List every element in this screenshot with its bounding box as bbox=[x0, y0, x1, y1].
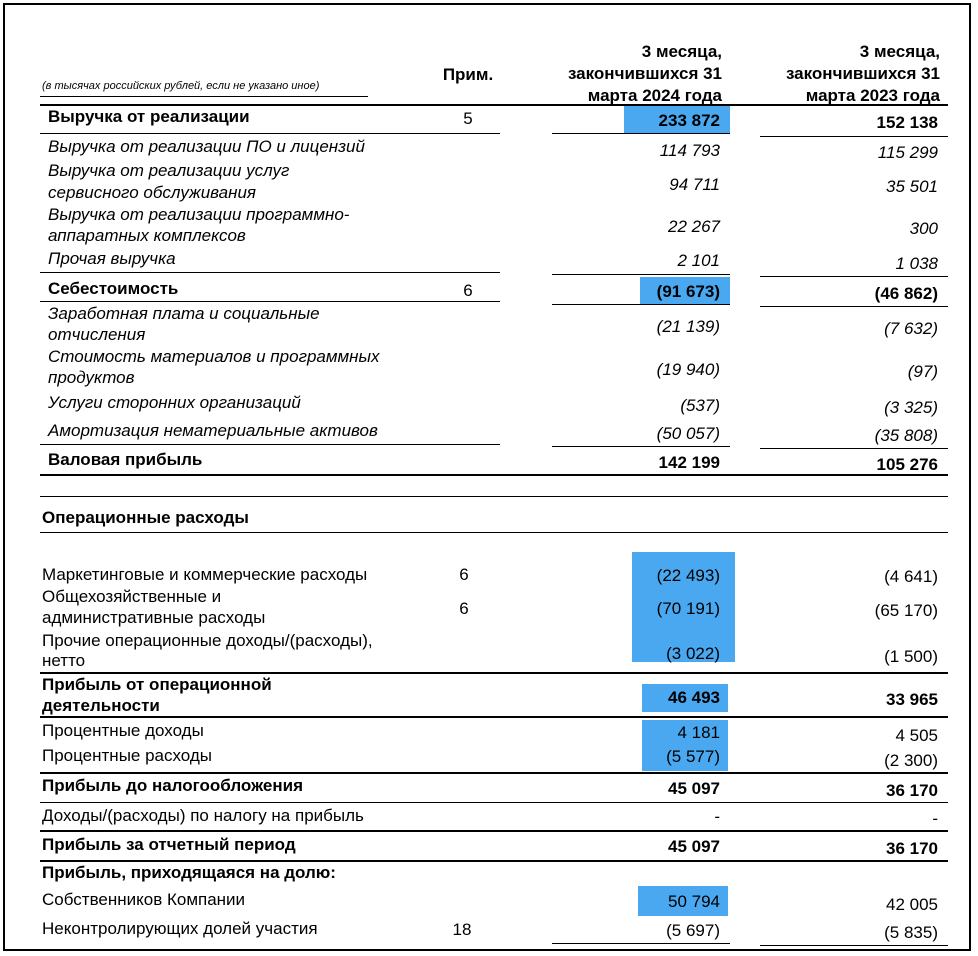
value-2023-materials: (97) bbox=[907, 362, 938, 381]
note-revenue: 5 bbox=[463, 109, 473, 128]
value-2024-pretax: 45 097 bbox=[668, 779, 720, 798]
row-label-marketing: Маркетинговые и коммерческие расходы bbox=[42, 565, 368, 584]
row-label-int-expense: Процентные расходы bbox=[42, 746, 213, 765]
rule-amortization-a bbox=[552, 446, 730, 447]
value-2024-salary: (21 139) bbox=[656, 317, 720, 336]
value-2023-int-expense: (2 300) bbox=[884, 751, 938, 770]
value-2023-cogs: (46 862) bbox=[874, 284, 938, 303]
units-caption: (в тысячах российских рублей, если не указано иное) bbox=[42, 80, 320, 92]
value-2023-rev-other: 1 038 bbox=[895, 254, 938, 273]
rule-rev-other-a bbox=[552, 274, 730, 275]
rule-rev-other-l bbox=[40, 272, 500, 273]
rule-pretax bbox=[40, 802, 948, 803]
value-2023-nci: (5 835) bbox=[884, 923, 938, 942]
value-2024-rev-hw: 22 267 bbox=[668, 217, 720, 236]
value-2024-marketing: (22 493) bbox=[656, 566, 720, 585]
rule-rev-other-b bbox=[760, 276, 948, 277]
value-2024-int-income: 4 181 bbox=[677, 723, 720, 742]
rule-nci-b bbox=[760, 945, 948, 946]
value-2023-revenue: 152 138 bbox=[876, 113, 938, 132]
rule-int-expense bbox=[40, 772, 948, 774]
row-label-pretax: Прибыль до налогообложения bbox=[42, 776, 303, 795]
row-label-salary-2: отчисления bbox=[48, 325, 146, 344]
value-2024-third-party: (537) bbox=[680, 396, 720, 415]
row-label-int-income: Процентные доходы bbox=[42, 721, 204, 740]
row-label-materials-2: продуктов bbox=[48, 368, 135, 387]
value-2024-tax: - bbox=[714, 807, 720, 826]
row-label-cogs: Себестоимость bbox=[48, 279, 179, 298]
value-2024-rev-soft: 114 793 bbox=[659, 141, 720, 160]
row-label-tax: Доходы/(расходы) по налогу на прибыль bbox=[42, 806, 364, 825]
value-2024-int-expense: (5 577) bbox=[666, 747, 720, 766]
value-2023-rev-hw: 300 bbox=[909, 219, 938, 238]
value-2024-revenue: 233 872 bbox=[658, 111, 720, 130]
row-label-materials-1: Стоимость материалов и программных bbox=[48, 347, 380, 366]
value-2023-salary: (7 632) bbox=[884, 319, 938, 338]
row-label-owners: Собственников Компании bbox=[42, 890, 246, 909]
value-2024-gross: 142 199 bbox=[658, 453, 720, 472]
value-2024-owners: 50 794 bbox=[668, 892, 720, 911]
value-2023-rev-soft: 115 299 bbox=[877, 143, 938, 162]
row-label-rev-service-1: Выручка от реализации услуг bbox=[48, 161, 290, 180]
value-2023-pretax: 36 170 bbox=[886, 781, 938, 800]
rule-opex-title bbox=[40, 532, 948, 533]
note-marketing: 6 bbox=[459, 565, 469, 584]
row-label-gross: Валовая прибыль bbox=[48, 450, 203, 469]
note-nci: 18 bbox=[452, 920, 472, 939]
row-label-revenue: Выручка от реализации bbox=[48, 107, 250, 126]
rule-cogs-b bbox=[760, 306, 948, 307]
value-2023-gross: 105 276 bbox=[876, 455, 938, 474]
value-2024-materials: (19 940) bbox=[656, 360, 720, 379]
row-label-salary-1: Заработная плата и социальные bbox=[48, 304, 320, 323]
row-label-attrib: Прибыль, приходящаяся на долю: bbox=[42, 863, 336, 882]
value-2024-op-profit: 46 493 bbox=[668, 688, 720, 707]
row-label-rev-hw-1: Выручка от реализации программно- bbox=[48, 205, 350, 224]
row-label-amortization: Амортизация нематериальные активов bbox=[48, 421, 378, 440]
rule-cogs-l bbox=[40, 301, 500, 302]
row-label-third-party: Услуги сторонних организаций bbox=[48, 393, 301, 412]
rule-revenue-l bbox=[40, 133, 500, 134]
rule-amortization-l bbox=[40, 444, 500, 445]
rule-nci-a bbox=[552, 943, 730, 944]
column-header-2024: 3 месяца, закончившихся 31 марта 2024 года bbox=[567, 42, 722, 105]
note-admin: 6 bbox=[459, 599, 469, 618]
value-2023-net: 36 170 bbox=[886, 839, 938, 858]
rule-revenue-a bbox=[552, 133, 730, 134]
value-2024-cogs: (91 673) bbox=[656, 282, 720, 301]
row-label-rev-other: Прочая выручка bbox=[48, 249, 176, 268]
row-label-admin-2: административные расходы bbox=[42, 608, 266, 627]
value-2024-admin: (70 191) bbox=[656, 599, 720, 618]
row-label-admin-1: Общехозяйственные и bbox=[42, 587, 222, 606]
value-2023-admin: (65 170) bbox=[874, 601, 938, 620]
row-label-op-profit-2: деятельности bbox=[42, 696, 160, 715]
row-label-opex-title: Операционные расходы bbox=[42, 508, 249, 527]
value-2023-tax: - bbox=[932, 809, 938, 828]
value-2023-third-party: (3 325) bbox=[884, 398, 938, 417]
value-2024-rev-other: 2 101 bbox=[677, 251, 720, 270]
row-label-other-op-1: Прочие операционные доходы/(расходы), bbox=[42, 631, 373, 650]
value-2023-int-income: 4 505 bbox=[895, 726, 938, 745]
value-2023-marketing: (4 641) bbox=[884, 567, 938, 586]
value-2024-amortization: (50 057) bbox=[656, 424, 720, 443]
row-label-nci: Неконтролирующих долей участия bbox=[42, 919, 318, 938]
value-2024-other-op: (3 022) bbox=[666, 644, 720, 663]
rule-gross-2 bbox=[40, 496, 948, 497]
value-2024-rev-service: 94 711 bbox=[669, 175, 720, 194]
value-2023-owners: 42 005 bbox=[886, 895, 938, 914]
row-label-net: Прибыль за отчетный период bbox=[42, 835, 296, 854]
rule-revenue-b bbox=[760, 136, 948, 137]
row-label-rev-soft: Выручка от реализации ПО и лицензий bbox=[48, 137, 365, 156]
value-2023-rev-service: 35 501 bbox=[886, 177, 938, 196]
rule-cogs-a bbox=[552, 304, 730, 305]
rule-op-profit bbox=[40, 716, 948, 718]
rule-amortization-b bbox=[760, 448, 948, 449]
row-label-op-profit-1: Прибыль от операционной bbox=[42, 675, 272, 694]
note-column-header: Прим. bbox=[442, 65, 494, 84]
value-2024-net: 45 097 bbox=[668, 837, 720, 856]
column-header-2023: 3 месяца, закончившихся 31 марта 2023 года bbox=[785, 42, 940, 105]
value-2023-op-profit: 33 965 bbox=[886, 690, 938, 709]
rule-tax bbox=[40, 830, 948, 832]
value-2024-nci: (5 697) bbox=[666, 921, 720, 940]
value-2023-amortization: (35 808) bbox=[874, 426, 938, 445]
row-label-rev-hw-2: аппаратных комплексов bbox=[48, 226, 246, 245]
rule-gross bbox=[40, 474, 948, 476]
units-underline bbox=[40, 96, 368, 97]
row-label-other-op-2: нетто bbox=[42, 651, 86, 670]
row-label-rev-service-2: сервисного обслуживания bbox=[48, 183, 257, 202]
value-2023-other-op: (1 500) bbox=[884, 647, 938, 666]
note-cogs: 6 bbox=[463, 281, 473, 300]
